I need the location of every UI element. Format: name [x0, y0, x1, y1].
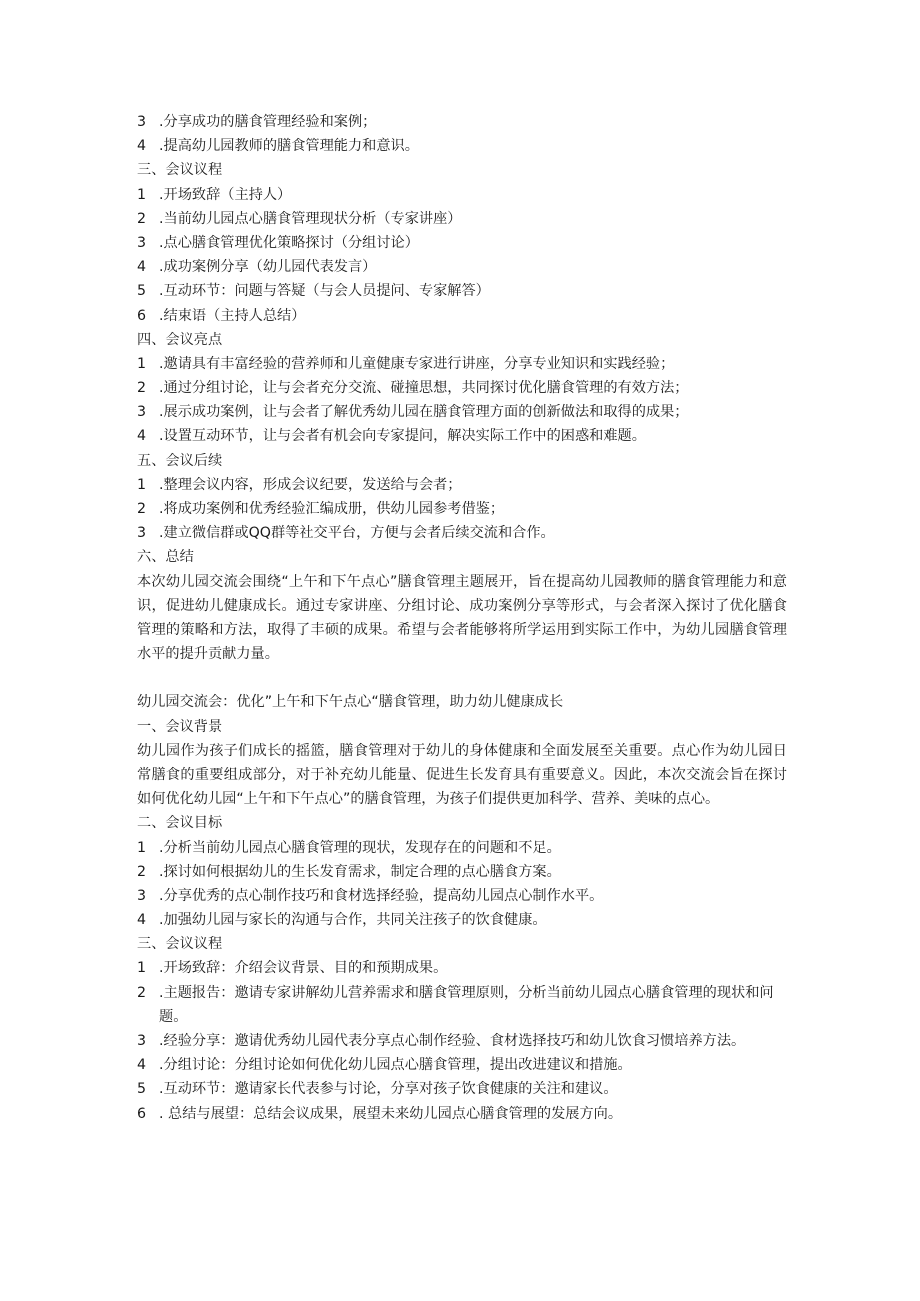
- section-heading-agenda: 三、会议议程: [137, 162, 223, 179]
- document-page: [137, 110, 787, 1126]
- document-title: 幼儿园交流会：优化”上午和下午点心“膳食管理，助力幼儿健康成长: [137, 694, 564, 711]
- list-item-goal-4b: [137, 908, 787, 932]
- list-number: 4: [137, 428, 147, 445]
- list-item-agenda-1: [137, 183, 787, 207]
- list-text: .结束语（主持人总结）: [159, 307, 306, 324]
- list-number: 1: [137, 960, 147, 977]
- list-item-goal-3b: [137, 884, 787, 908]
- list-text: .互动环节：邀请家长代表参与讨论，分享对孩子饮食健康的关注和建议。: [159, 1081, 618, 1098]
- section-heading-agenda-2: 三、会议议程: [137, 936, 223, 953]
- list-text: .加强幼儿园与家长的沟通与合作，共同关注孩子的饮食健康。: [159, 912, 547, 929]
- list-number: 3: [137, 887, 147, 904]
- list-number: 2: [137, 210, 147, 227]
- list-item-agenda2-6: [137, 1102, 787, 1126]
- list-number: 4: [137, 912, 147, 929]
- list-number: 2: [137, 863, 147, 880]
- list-item-highlight-2: [137, 376, 787, 400]
- list-text: .探讨如何根据幼儿的生长发育需求，制定合理的点心膳食方案。: [159, 863, 561, 880]
- list-text: .经验分享：邀请优秀幼儿园代表分享点心制作经验、食材选择技巧和幼儿饮食习惯培养方法。: [159, 1033, 746, 1050]
- list-number: 3: [137, 404, 147, 421]
- list-number: 2: [137, 380, 147, 397]
- section-heading-summary: 六、总结: [137, 549, 194, 566]
- list-number: 4: [137, 138, 147, 155]
- list-text: .提高幼儿园教师的膳食管理能力和意识。: [159, 138, 419, 155]
- list-number: 2: [137, 984, 147, 1001]
- list-item-goal-2: [137, 860, 787, 884]
- list-item-agenda2-2: [137, 981, 787, 1029]
- list-number: 4: [137, 1057, 147, 1074]
- list-text: . 总结与展望：总结会议成果，展望未来幼儿园点心膳食管理的发展方向。: [159, 1105, 623, 1122]
- background-paragraph: 幼儿园作为孩子们成长的摇篮，膳食管理对于幼儿的身体健康和全面发展至关重要。点心作为幼儿园日常膳食的重要组成部分，对于补充幼儿能量、促进生长发育具有重要意义。因此，本次交流会旨在探讨如何优化幼儿园“上午和下午点心”的膳食管理，为孩子们提供更加科学、营养、美味的点心。: [137, 742, 787, 808]
- list-item-agenda-2: [137, 207, 787, 231]
- list-number: 3: [137, 114, 147, 130]
- list-item-agenda-4: [137, 255, 787, 279]
- list-number: 6: [137, 307, 147, 324]
- section-heading-highlights: 四、会议亮点: [137, 331, 223, 348]
- list-number: 5: [137, 1081, 147, 1098]
- list-item-highlight-3: [137, 400, 787, 424]
- section-heading-followup: 五、会议后续: [137, 452, 223, 469]
- list-number: 3: [137, 525, 147, 542]
- list-item-goal-3: [137, 110, 787, 134]
- list-text: .分析当前幼儿园点心膳食管理的现状，发现存在的问题和不足。: [159, 839, 561, 856]
- list-item-agenda-5: [137, 279, 787, 303]
- list-number: 3: [137, 1033, 147, 1050]
- list-number: 1: [137, 839, 147, 856]
- list-text: .整理会议内容，形成会议纪要，发送给与会者；: [159, 476, 462, 493]
- list-text: .分组讨论：分组讨论如何优化幼儿园点心膳食管理，提出改进建议和措施。: [159, 1057, 632, 1074]
- list-item-goal-4: [137, 134, 787, 158]
- list-text: .建立微信群或QQ群等社交平台，方便与会者后续交流和合作。: [159, 525, 555, 542]
- list-number: 1: [137, 186, 147, 203]
- section-gap: [137, 666, 787, 690]
- list-text: .主题报告：邀请专家讲解幼儿营养需求和膳食管理原则，分析当前幼儿园点心膳食管理的现状和问题。: [159, 984, 774, 1025]
- list-item-highlight-4: [137, 424, 787, 448]
- list-text: .设置互动环节，让与会者有机会向专家提问，解决实际工作中的困惑和难题。: [159, 428, 646, 445]
- list-item-highlight-1: [137, 352, 787, 376]
- list-text: .分享优秀的点心制作技巧和食材选择经验，提高幼儿园点心制作水平。: [159, 887, 604, 904]
- list-number: 2: [137, 501, 147, 517]
- list-item-followup-2: [137, 497, 787, 521]
- list-number: 5: [137, 283, 147, 300]
- list-text: .通过分组讨论，让与会者充分交流、碰撞思想，共同探讨优化膳食管理的有效方法；: [159, 380, 689, 397]
- list-text: .成功案例分享（幼儿园代表发言）: [159, 259, 377, 276]
- list-item-followup-1: [137, 473, 787, 497]
- list-item-agenda-3: [137, 231, 787, 255]
- list-text: .当前幼儿园点心膳食管理现状分析（专家讲座）: [159, 210, 462, 227]
- list-text: .互动环节：问题与答疑（与会人员提问、专家解答）: [159, 283, 490, 300]
- list-number: 4: [137, 259, 147, 276]
- list-text: .将成功案例和优秀经验汇编成册，供幼儿园参考借鉴；: [159, 501, 505, 517]
- list-item-agenda-6: [137, 304, 787, 328]
- summary-paragraph: 本次幼儿园交流会围绕“上午和下午点心”膳食管理主题展开，旨在提高幼儿园教师的膳食管理能力和意识，促进幼儿健康成长。通过专家讲座、分组讨论、成功案例分享等形式，与会者深入探讨了优化膳食管理的策略和方法，取得了丰硕的成果。希望与会者能够将所学运用到实际工作中，为幼儿园膳食管理水平的提升贡献力量。: [137, 573, 787, 663]
- list-text: .展示成功案例，让与会者了解优秀幼儿园在膳食管理方面的创新做法和取得的成果；: [159, 404, 689, 421]
- list-text: .开场致辞：介绍会议背景、目的和预期成果。: [159, 960, 448, 977]
- list-item-goal-1: [137, 836, 787, 860]
- list-text: .分享成功的膳食管理经验和案例；: [159, 114, 377, 130]
- section-heading-goals: 二、会议目标: [137, 815, 223, 832]
- list-number: 3: [137, 234, 147, 251]
- section-heading-background: 一、会议背景: [137, 718, 223, 735]
- list-text: .邀请具有丰富经验的营养师和儿童健康专家进行讲座，分享专业知识和实践经验；: [159, 355, 675, 372]
- list-item-agenda2-3: [137, 1029, 787, 1053]
- list-number: 6: [137, 1105, 147, 1122]
- list-item-agenda2-4: [137, 1053, 787, 1077]
- list-item-agenda2-1: [137, 956, 787, 980]
- list-text: .点心膳食管理优化策略探讨（分组讨论）: [159, 234, 419, 251]
- list-item-agenda2-5: [137, 1077, 787, 1101]
- list-number: 1: [137, 355, 147, 372]
- list-number: 1: [137, 476, 147, 493]
- list-item-followup-3: [137, 521, 787, 545]
- list-text: .开场致辞（主持人）: [159, 186, 292, 203]
